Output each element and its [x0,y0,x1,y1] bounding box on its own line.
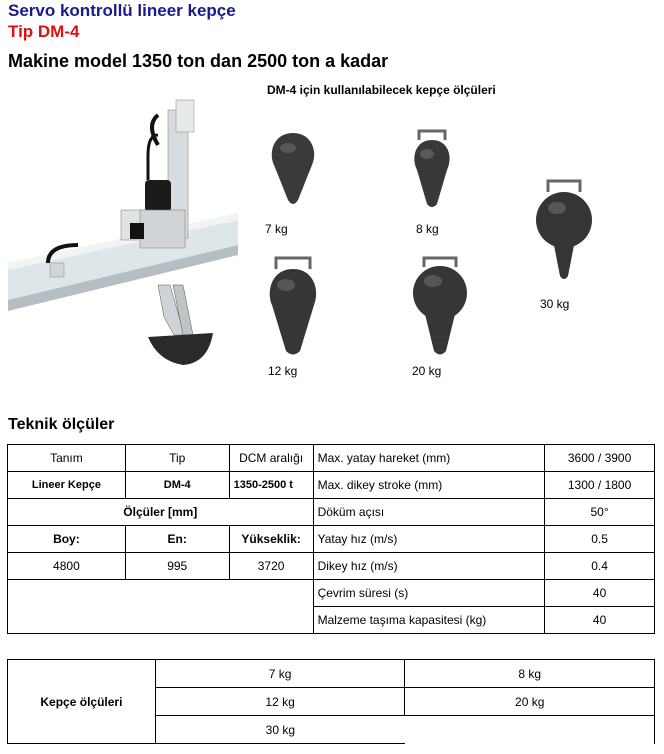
ladle-8kg-label: 8 kg [416,222,439,236]
spec-value: 0.5 [545,526,655,553]
header-tip: Tip [125,445,229,472]
ladle-sizes-table [7,659,655,744]
ladle-20kg-image [410,255,470,359]
header-boy: Boy: [8,526,126,553]
spec-value: 40 [545,607,655,634]
value-yukseklik: 3720 [229,553,313,580]
value-en: 995 [125,553,229,580]
value-boy: 4800 [8,553,126,580]
technical-specs-table [7,444,655,634]
ladle-7kg-label: 7 kg [265,222,288,236]
table-row [8,580,655,607]
dimensions-header: Ölçüler [mm] [8,499,314,526]
spec-label: Yatay hız (m/s) [313,526,545,553]
technical-specs-heading: Teknik ölçüler [8,416,115,433]
spec-label: Malzeme taşıma kapasitesi (kg) [313,607,545,634]
table-row [8,472,655,499]
value-tip: DM-4 [125,472,229,499]
ladle-size-cell: 20 kg [405,688,655,716]
spec-label: Dikey hız (m/s) [313,553,545,580]
table-row [8,660,655,688]
page-title: Servo kontrollü lineer kepçe [8,1,236,20]
spec-value: 0.4 [545,553,655,580]
header-tanim: Tanım [8,445,126,472]
table-row [8,526,655,553]
ladle-size-cell: 7 kg [155,660,405,688]
ladle-20kg-label: 20 kg [412,364,442,378]
spec-label: Döküm açısı [313,499,545,526]
table-row [8,499,655,526]
spec-value: 40 [545,580,655,607]
ladle-7kg-image [266,130,321,212]
ladle-12kg-image [264,255,322,359]
value-tanim: Lineer Kepçe [8,472,126,499]
spec-label: Max. yatay hareket (mm) [313,445,545,472]
table-row [8,553,655,580]
model-range: Makine model 1350 ton dan 2500 ton a kadar [8,51,389,71]
spec-value: 50° [545,499,655,526]
header-dcm: DCM aralığı [229,445,313,472]
ladle-8kg-image [407,128,457,214]
ladle-size-cell: 8 kg [405,660,655,688]
spec-value: 3600 / 3900 [545,445,655,472]
table-row [8,445,655,472]
ladle-12kg-label: 12 kg [268,364,298,378]
ladle-sizes-label: Kepçe ölçüleri [8,660,156,744]
ladle-size-cell: 30 kg [155,716,405,744]
linear-ladle-machine-image [8,95,240,375]
empty-cell [405,716,655,744]
ladle-30kg-image [533,178,595,288]
spec-label: Max. dikey stroke (mm) [313,472,545,499]
empty-cell [8,580,314,634]
spec-value: 1300 / 1800 [545,472,655,499]
header-en: En: [125,526,229,553]
ladle-sizes-title: DM-4 için kullanılabilecek kepçe ölçüleri [267,83,496,97]
value-dcm: 1350-2500 t [229,472,313,499]
ladle-size-cell: 12 kg [155,688,405,716]
header-yukseklik: Yükseklik: [229,526,313,553]
ladle-30kg-label: 30 kg [540,297,570,311]
type-label: Tip DM-4 [8,22,80,41]
spec-label: Çevrim süresi (s) [313,580,545,607]
